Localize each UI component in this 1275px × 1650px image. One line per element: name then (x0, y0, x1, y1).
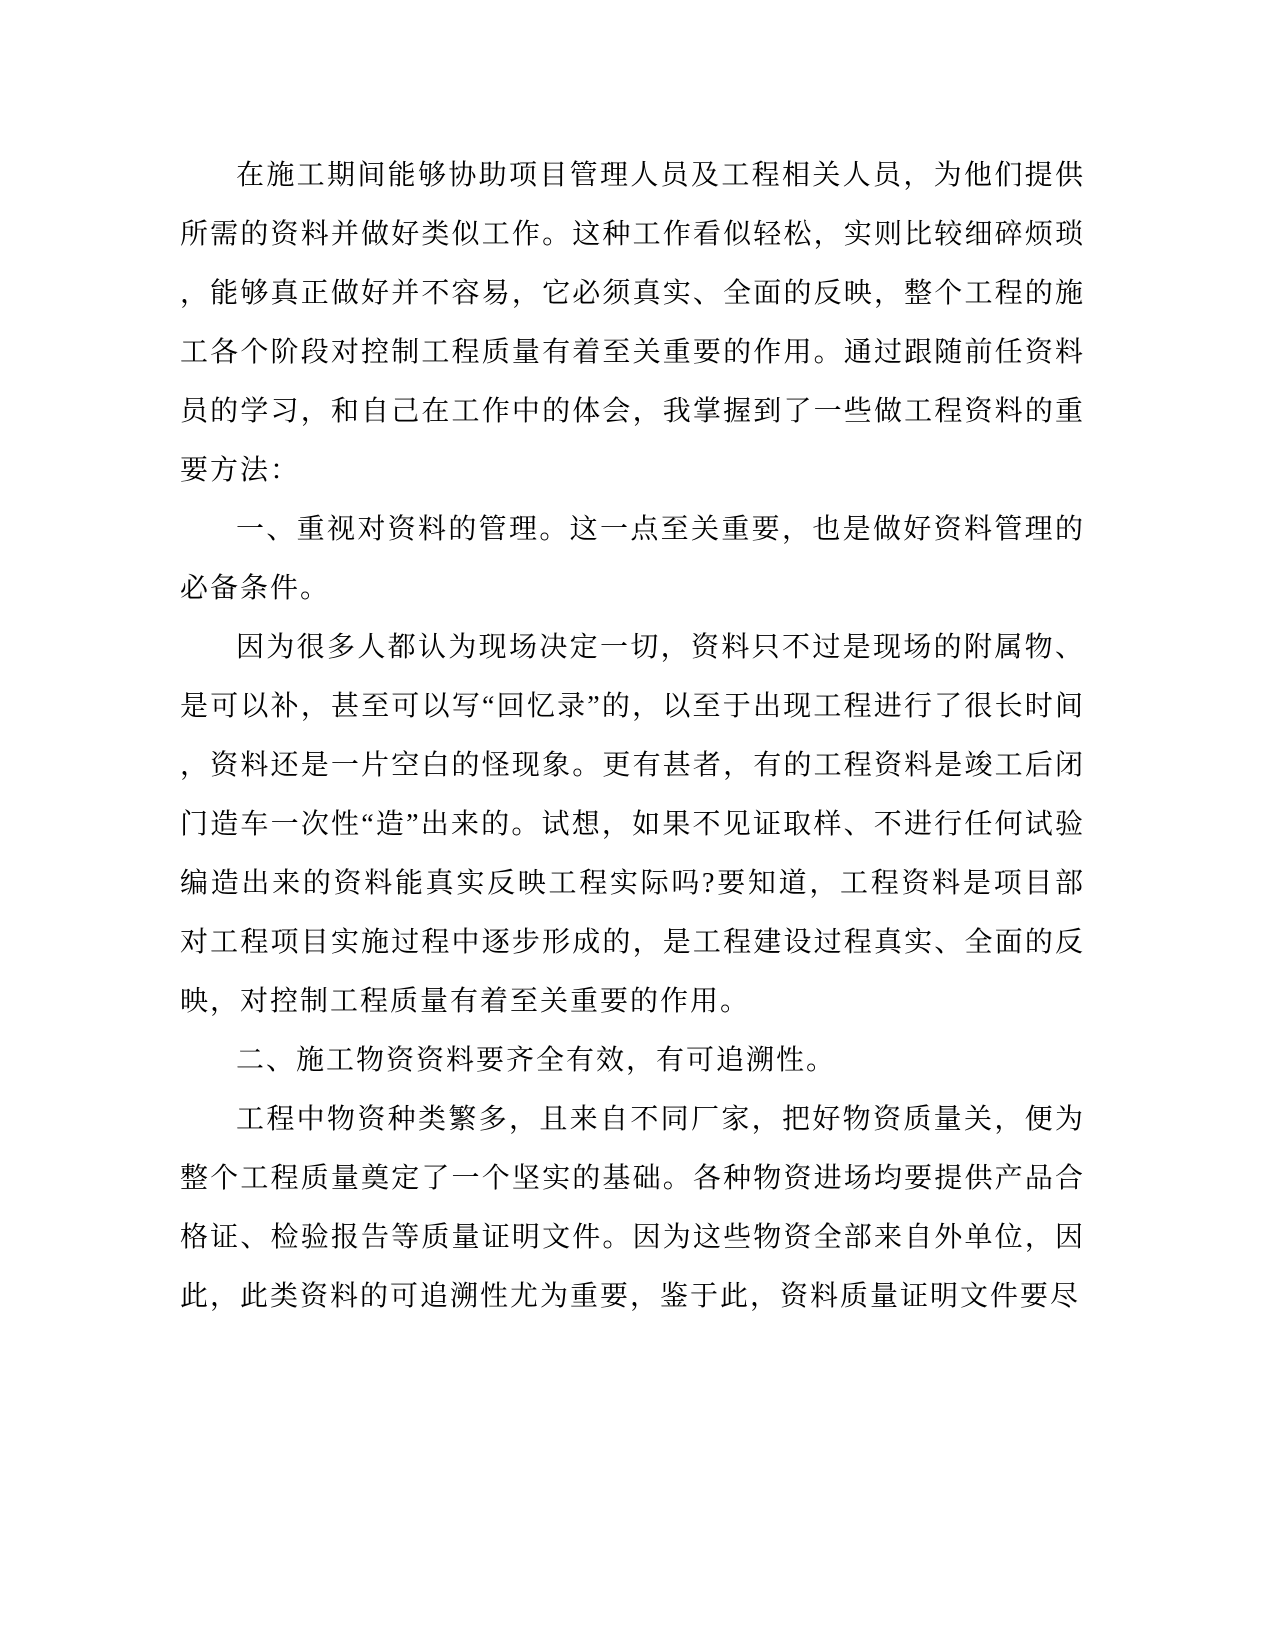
paragraph-heading-1: 一、重视对资料的管理。这一点至关重要，也是做好资料管理的必备条件。 (180, 514, 1085, 604)
paragraph-body-2: 工程中物资种类繁多，且来自不同厂家，把好物资质量关，便为整个工程质量奠定了一个坚实的基础。各种物资进场均要提供产品合格证、检验报告等质量证明文件。因为这些物资全部来自外单位，因此，此类资料的可追溯性尤为重要，鉴于此，资料质量证明文件要尽 (180, 1104, 1085, 1312)
document-body (180, 146, 1085, 1326)
paragraph-body-1: 因为很多人都认为现场决定一切，资料只不过是现场的附属物、是可以补，甚至可以写“回忆录”的，以至于出现工程进行了很长时间，资料还是一片空白的怪现象。更有甚者，有的工程资料是竣工后闭门造车一次性“造”出来的。试想，如果不见证取样、不进行任何试验编造出来的资料能真实反映工程实际吗?要知道，工程资料是项目部对工程项目实施过程中逐步形成的，是工程建设过程真实、全面的反映，对控制工程质量有着至关重要的作用。 (180, 632, 1085, 1017)
paragraph-heading-2: 二、施工物资资料要齐全有效，有可追溯性。 (236, 1045, 837, 1076)
paragraph-intro: 在施工期间能够协助项目管理人员及工程相关人员，为他们提供所需的资料并做好类似工作。这种工作看似轻松，实则比较细碎烦琐，能够真正做好并不容易，它必须真实、全面的反映，整个工程的施工各个阶段对控制工程质量有着至关重要的作用。通过跟随前任资料员的学习，和自己在工作中的体会，我掌握到了一些做工程资料的重要方法： (180, 160, 1085, 486)
